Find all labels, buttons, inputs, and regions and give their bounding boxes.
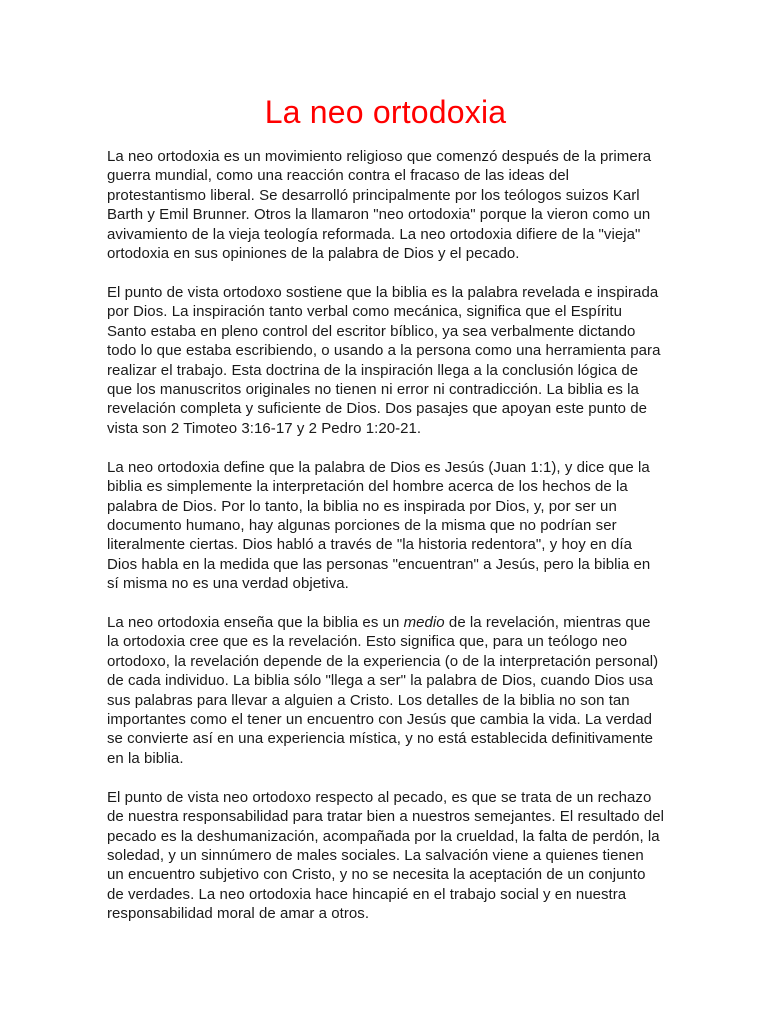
paragraph-revelation <box>107 613 664 768</box>
page-title: La neo ortodoxia <box>264 94 507 130</box>
paragraph-sin-view: El punto de vista neo ortodoxo respecto al pecado, es que se trata de un rechazo de nuestra responsabilidad para tratar bien a nuestros semejantes. El resultado del pecado es la deshumanización, acompañada por la crueldad, la falta de perdón, la soledad, y un sinnúmero de males sociales. La salvación viene a quienes tienen un encuentro subjetivo con Cristo, y no se necesita la aceptación de un conjunto de verdades. La neo ortodoxia hace hincapié en el trabajo social y en nuestra responsabilidad moral de amar a otros. <box>107 788 664 923</box>
paragraph-revelation-start: La neo ortodoxia enseña que la biblia es un <box>107 614 404 632</box>
paragraph-revelation-end: de la revelación, mientras que la ortodoxia cree que es la revelación. Esto significa que, para un teólogo neo ortodoxo, la revelación depende de la experiencia (o de la interpretación personal) de cada individuo. La biblia sólo "llega a ser" la palabra de Dios, cuando Dios usa sus palabras para llevar a alguien a Cristo. Los detalles de la biblia no son tan importantes como el tener un encuentro con Jesús que cambia la vida. La verdad se convierte así en una experiencia mística, y no está establecida definitivamente en la biblia. <box>107 614 659 767</box>
emphasis-medio: medio <box>403 614 445 632</box>
paragraph-introduction: La neo ortodoxia es un movimiento religioso que comenzó después de la primera guerra mundial, como una reacción contra el fracaso de las ideas del protestantismo liberal. Se desarrolló principalmente por los teólogos suizos Karl Barth y Emil Brunner. Otros la llamaron "neo ortodoxia" porque la vieron como un avivamiento de la vieja teología reformada. La neo ortodoxia difiere de la "vieja" ortodoxia en sus opiniones de la palabra de Dios y el pecado. <box>107 148 652 263</box>
paragraph-neo-orthodox-definition: La neo ortodoxia define que la palabra de Dios es Jesús (Juan 1:1), y dice que la biblia es simplemente la interpretación del hombre acerca de los hechos de la palabra de Dios. Por lo tanto, la biblia no es inspirada por Dios, y, por ser un documento humano, hay algunas porciones de la misma que no podrían ser literalmente ciertas. Dios habló a través de "la historia redentora", y hoy en día Dios habla en la medida que las personas "encuentran" a Jesús, pero la biblia en sí misma no es una verdad objetiva. <box>107 458 651 593</box>
paragraph-orthodox-view: El punto de vista ortodoxo sostiene que la biblia es la palabra revelada e inspirada por Dios. La inspiración tanto verbal como mecánica, significa que el Espíritu Santo estaba en pleno control del escritor bíblico, ya sea verbalmente dictando todo lo que estaba escribiendo, o usando a la persona como una herramienta para realizar el trabajo. Esta doctrina de la inspiración llega a la conclusión lógica de que los manuscritos originales no tienen ni error ni contradicción. La biblia es la revelación completa y suficiente de Dios. Dos pasajes que apoyan este punto de vista son 2 Timoteo 3:16-17 y 2 Pedro 1:20-21. <box>107 283 661 437</box>
